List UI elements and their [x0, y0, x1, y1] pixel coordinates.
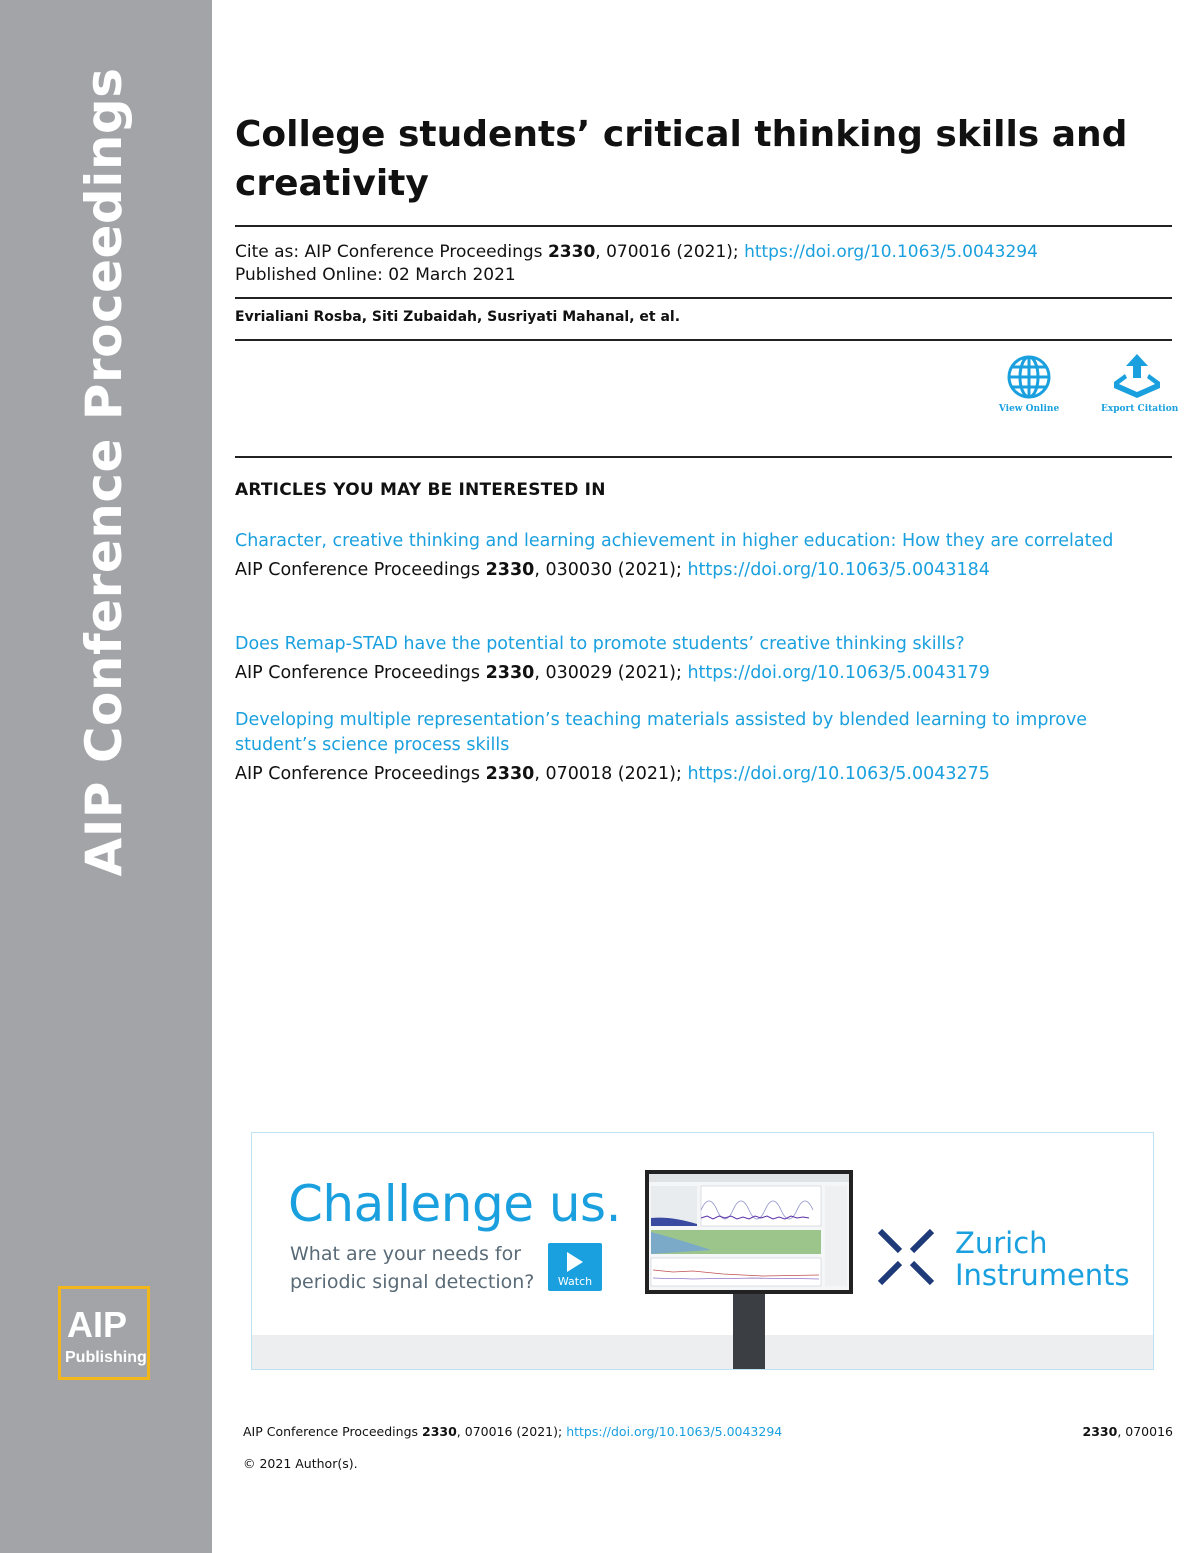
- ref-number: , 030030 (2021);: [534, 560, 688, 580]
- related-article: [235, 708, 1172, 787]
- copyright: © 2021 Author(s).: [243, 1456, 358, 1471]
- related-article-title[interactable]: Developing multiple representation’s teaching materials assisted by blended learning to improve student’s science process skills: [235, 710, 1088, 755]
- sidebar: [0, 0, 212, 1553]
- related-heading: ARTICLES YOU MAY BE INTERESTED IN: [235, 480, 606, 500]
- related-article-title[interactable]: Does Remap-STAD have the potential to promote students’ creative thinking skills?: [235, 634, 965, 654]
- ref-journal: AIP Conference Proceedings: [235, 663, 486, 683]
- article-title: College students’ critical thinking skills and creativity: [235, 114, 1128, 204]
- footer-volume: 2330: [422, 1424, 457, 1439]
- advertisement-banner[interactable]: [251, 1132, 1154, 1370]
- related-article-ref: [235, 762, 1172, 787]
- ref-journal: AIP Conference Proceedings: [235, 764, 486, 784]
- monitor-image: [645, 1170, 853, 1294]
- ref-doi-link[interactable]: https://doi.org/10.1063/5.0043275: [687, 764, 990, 784]
- related-article-ref: [235, 558, 1172, 583]
- export-citation-label: Export Citation: [1101, 404, 1179, 414]
- export-icon: [1111, 352, 1163, 400]
- brand-line-1: Zurich: [955, 1226, 1048, 1260]
- ad-footer-band: [252, 1335, 1153, 1369]
- ad-brand: [955, 1227, 1130, 1291]
- globe-icon: [1006, 354, 1052, 400]
- ref-volume: 2330: [485, 663, 535, 683]
- footer-page-volume: 2330: [1082, 1424, 1118, 1439]
- cite-prefix: Cite as: AIP Conference Proceedings: [235, 242, 548, 262]
- ref-doi-link[interactable]: https://doi.org/10.1063/5.0043184: [687, 560, 990, 580]
- cite-suffix: , 070016 (2021);: [595, 242, 745, 262]
- brand-line-2: Instruments: [955, 1258, 1130, 1292]
- divider: [235, 456, 1172, 458]
- monitor-stand: [733, 1294, 765, 1369]
- footer-page-ref: [1083, 1424, 1173, 1439]
- view-online-label: View Online: [998, 404, 1060, 414]
- divider: [235, 225, 1172, 227]
- view-online-button[interactable]: [993, 354, 1065, 414]
- published-date: Published Online: 02 March 2021: [235, 265, 516, 285]
- divider: [235, 297, 1172, 299]
- aip-publishing-logo[interactable]: [58, 1286, 150, 1380]
- cite-line: [235, 241, 1038, 264]
- ref-number: , 030029 (2021);: [534, 663, 688, 683]
- ad-subtext: What are your needs for periodic signal detection?: [290, 1243, 535, 1293]
- ref-volume: 2330: [485, 560, 535, 580]
- export-citation-button[interactable]: [1101, 352, 1179, 414]
- footer-page-number: , 070016: [1117, 1424, 1173, 1439]
- ref-number: , 070018 (2021);: [534, 764, 688, 784]
- related-article: [235, 529, 1172, 583]
- ref-doi-link[interactable]: https://doi.org/10.1063/5.0043179: [687, 663, 990, 683]
- signal-graph-image: [649, 1174, 849, 1290]
- related-article: [235, 632, 1172, 686]
- related-article-title[interactable]: Character, creative thinking and learning achievement in higher education: How they are correlated: [235, 531, 1114, 551]
- authors: Evrialiani Rosba, Siti Zubaidah, Susriyati Mahanal, et al.: [235, 309, 681, 325]
- journal-name: AIP Conference Proceedings: [75, 67, 133, 877]
- watch-label: Watch: [557, 1275, 593, 1288]
- footer-ref: , 070016 (2021);: [456, 1424, 567, 1439]
- ref-journal: AIP Conference Proceedings: [235, 560, 486, 580]
- divider: [235, 339, 1172, 341]
- cite-doi-link[interactable]: https://doi.org/10.1063/5.0043294: [744, 242, 1038, 262]
- zurich-instruments-logo-icon: [874, 1225, 938, 1289]
- related-article-ref: [235, 661, 1172, 686]
- play-icon: [567, 1252, 583, 1272]
- logo-line-2: Publishing: [65, 1349, 147, 1366]
- footer-journal: AIP Conference Proceedings: [243, 1424, 422, 1439]
- cite-volume: 2330: [547, 242, 596, 262]
- footer-doi-link[interactable]: https://doi.org/10.1063/5.0043294: [566, 1424, 783, 1439]
- citation-block: [235, 241, 1038, 287]
- ref-volume: 2330: [485, 764, 535, 784]
- logo-line-1: AIP: [67, 1304, 128, 1345]
- ad-headline: Challenge us.: [288, 1175, 622, 1233]
- footer-citation: [243, 1424, 782, 1439]
- watch-button[interactable]: [548, 1243, 602, 1291]
- monitor-screen: [649, 1174, 849, 1290]
